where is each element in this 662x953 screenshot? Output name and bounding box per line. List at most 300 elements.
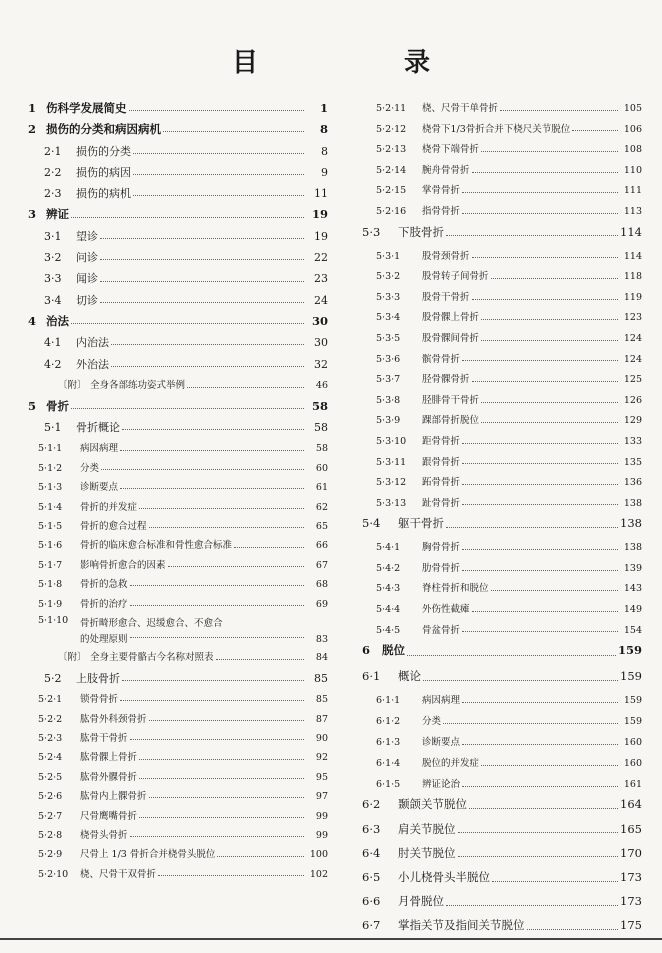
dot-leader bbox=[111, 344, 304, 345]
dot-leader bbox=[120, 700, 304, 701]
dot-leader bbox=[130, 836, 304, 837]
toc-label: 腕舟骨骨折 bbox=[422, 164, 470, 176]
toc-entry[interactable] bbox=[362, 224, 642, 248]
dot-leader bbox=[472, 172, 618, 173]
dot-leader bbox=[462, 360, 618, 361]
toc-label: 掌指关节及指间关节脱位 bbox=[398, 918, 525, 933]
toc-label: 问诊 bbox=[76, 251, 98, 265]
toc-entry[interactable] bbox=[362, 182, 642, 203]
toc-number: 5·2·1 bbox=[38, 694, 63, 706]
toc-page-number: 8 bbox=[319, 122, 328, 137]
toc-entry[interactable] bbox=[362, 692, 642, 713]
dot-leader bbox=[149, 797, 304, 798]
dot-leader bbox=[462, 702, 618, 703]
toc-entry[interactable] bbox=[362, 560, 642, 581]
dot-leader bbox=[481, 765, 618, 766]
toc-label: 桡、尺骨干双骨折 bbox=[80, 868, 157, 880]
toc-entry[interactable] bbox=[362, 351, 642, 372]
toc-entry[interactable] bbox=[362, 454, 642, 475]
toc-entry[interactable] bbox=[28, 730, 328, 749]
toc-number: 5·4·2 bbox=[376, 562, 401, 574]
toc-page-number: 83 bbox=[315, 633, 328, 645]
toc-entry[interactable] bbox=[28, 164, 328, 185]
toc-label: 桡、尺骨干单骨折 bbox=[422, 103, 499, 114]
toc-number: 4·1 bbox=[44, 336, 62, 350]
dot-leader bbox=[481, 402, 618, 403]
toc-number: 5·4·5 bbox=[376, 624, 401, 636]
dot-leader bbox=[122, 680, 304, 681]
dot-leader bbox=[139, 759, 304, 760]
toc-page-number: 23 bbox=[314, 272, 328, 286]
toc-label: 骨折 bbox=[46, 398, 69, 413]
toc-label: 踝部骨折脱位 bbox=[422, 415, 480, 427]
toc-label: 距骨骨折 bbox=[422, 435, 461, 447]
toc-label: 伤科学发展简史 bbox=[46, 101, 127, 115]
toc-page-number: 160 bbox=[623, 737, 642, 749]
toc-number: 1 bbox=[28, 101, 37, 115]
toc-entry[interactable] bbox=[28, 228, 328, 249]
toc-label: 小儿桡骨头半脱位 bbox=[398, 869, 490, 884]
toc-label: 切诊 bbox=[76, 293, 98, 307]
toc-label: 胸骨骨折 bbox=[422, 542, 461, 554]
toc-number: 5·1·5 bbox=[38, 521, 63, 533]
toc-page-number: 114 bbox=[620, 224, 642, 239]
dot-leader bbox=[462, 463, 618, 464]
dot-leader bbox=[462, 213, 618, 214]
toc-label: 外伤性截瘫 bbox=[422, 604, 470, 616]
toc-entry[interactable] bbox=[28, 292, 328, 313]
toc-entry[interactable] bbox=[362, 713, 642, 734]
toc-number: 5·1·9 bbox=[38, 598, 63, 610]
toc-page-number: 46 bbox=[315, 379, 328, 391]
dot-leader bbox=[462, 631, 618, 632]
dot-leader bbox=[492, 881, 618, 882]
dot-leader bbox=[130, 585, 304, 586]
toc-label: 尺骨上 1/3 骨折合并桡骨头脱位 bbox=[80, 849, 216, 861]
toc-entry[interactable] bbox=[362, 515, 642, 539]
toc-page-number: 24 bbox=[314, 293, 328, 307]
toc-label: 胫腓骨干骨折 bbox=[422, 394, 480, 406]
toc-page-number: 67 bbox=[315, 559, 328, 571]
toc-entry[interactable] bbox=[362, 309, 642, 330]
toc-number: 5·2·8 bbox=[38, 830, 63, 841]
toc-label: 下肢骨折 bbox=[398, 224, 444, 239]
toc-label: 锁骨骨折 bbox=[80, 694, 119, 706]
toc-number: 6·5 bbox=[362, 869, 381, 884]
toc-entry[interactable] bbox=[28, 749, 328, 768]
dot-leader bbox=[458, 856, 619, 857]
toc-number: 6 bbox=[362, 643, 371, 658]
toc-page-number: 138 bbox=[623, 542, 642, 554]
toc-number: 5·2·15 bbox=[376, 185, 407, 197]
toc-entry[interactable] bbox=[28, 518, 328, 537]
toc-number: 5·3·9 bbox=[376, 415, 401, 427]
toc-page-number: 61 bbox=[315, 482, 328, 494]
toc-page-number: 85 bbox=[315, 694, 328, 706]
toc-entry[interactable] bbox=[362, 162, 642, 183]
toc-entry[interactable] bbox=[28, 440, 328, 459]
toc-page-number: 164 bbox=[620, 797, 642, 812]
toc-entry[interactable] bbox=[362, 622, 642, 643]
dot-leader bbox=[168, 566, 304, 567]
toc-page-number: 111 bbox=[623, 185, 642, 197]
toc-entry[interactable] bbox=[362, 821, 642, 845]
toc-number: 5·2 bbox=[44, 671, 62, 685]
dot-leader bbox=[71, 217, 304, 218]
toc-entry[interactable] bbox=[28, 711, 328, 730]
toc-entry[interactable] bbox=[362, 371, 642, 392]
toc-number: 5·4·1 bbox=[376, 542, 401, 554]
toc-label: 股骨髁上骨折 bbox=[422, 312, 480, 324]
dot-leader bbox=[129, 110, 305, 111]
toc-entry[interactable] bbox=[28, 143, 328, 164]
toc-page-number: 68 bbox=[315, 579, 328, 591]
dot-leader bbox=[500, 110, 618, 111]
toc-label: 全身主要骨骼古今名称对照表 bbox=[90, 651, 214, 663]
toc-page-number: 159 bbox=[623, 716, 642, 728]
toc-entry[interactable] bbox=[28, 100, 328, 121]
toc-number: 5·3·3 bbox=[376, 291, 401, 303]
toc-number: 5·2·12 bbox=[376, 123, 407, 135]
toc-label: 病因病理 bbox=[422, 695, 461, 707]
toc-page-number: 30 bbox=[314, 336, 328, 350]
toc-entry[interactable] bbox=[362, 330, 642, 351]
toc-entry[interactable] bbox=[28, 479, 328, 498]
dot-leader bbox=[217, 856, 304, 857]
toc-entry[interactable] bbox=[28, 537, 328, 556]
toc-number: 5·1 bbox=[44, 421, 62, 435]
toc-page-number: 58 bbox=[311, 398, 328, 413]
dot-leader bbox=[133, 174, 304, 175]
dot-leader bbox=[472, 257, 618, 258]
toc-number: 5·3·7 bbox=[376, 374, 401, 386]
toc-entry[interactable] bbox=[28, 670, 328, 691]
toc-page-number: 165 bbox=[620, 821, 642, 836]
toc-label: 脊柱骨折和脱位 bbox=[422, 583, 489, 595]
toc-label: 上肢骨折 bbox=[76, 671, 120, 685]
dot-leader bbox=[472, 381, 618, 382]
dot-leader bbox=[462, 192, 618, 193]
toc-entry[interactable] bbox=[28, 419, 328, 440]
toc-entry[interactable] bbox=[362, 668, 642, 692]
toc-entry[interactable] bbox=[362, 580, 642, 601]
toc-page-number: 22 bbox=[314, 251, 328, 265]
toc-left-column bbox=[28, 100, 328, 885]
toc-entry[interactable] bbox=[28, 846, 328, 865]
toc-entry[interactable] bbox=[362, 495, 642, 516]
toc-entry[interactable] bbox=[28, 596, 328, 615]
toc-page-number: 1 bbox=[319, 101, 328, 115]
toc-number: 5·1·4 bbox=[38, 501, 63, 513]
dot-leader bbox=[120, 450, 304, 451]
toc-entry[interactable] bbox=[28, 356, 328, 377]
dot-leader bbox=[234, 547, 304, 548]
toc-label: 骨折畸形愈合、迟缓愈合、不愈合 bbox=[80, 617, 223, 629]
toc-label: 损伤的病机 bbox=[76, 187, 131, 201]
toc-page-number: 105 bbox=[623, 103, 642, 114]
toc-entry[interactable] bbox=[362, 248, 642, 269]
toc-page-number: 159 bbox=[620, 669, 642, 684]
toc-number: 5·2·16 bbox=[376, 205, 407, 217]
toc-page-number: 8 bbox=[321, 144, 328, 158]
toc-number: 2·2 bbox=[44, 165, 62, 179]
dot-leader bbox=[472, 299, 618, 300]
dot-leader bbox=[407, 655, 616, 656]
toc-label: 治法 bbox=[46, 313, 69, 328]
toc-number: 5·1·3 bbox=[38, 482, 63, 494]
toc-page-number: 65 bbox=[315, 521, 328, 533]
toc-page-number: 161 bbox=[623, 778, 642, 790]
dot-leader bbox=[100, 302, 304, 303]
toc-number: 2·3 bbox=[44, 187, 62, 201]
toc-page-number: 84 bbox=[315, 651, 328, 663]
toc-label: 桡骨下端骨折 bbox=[422, 144, 480, 156]
toc-entry[interactable] bbox=[28, 377, 328, 398]
toc-entry[interactable] bbox=[28, 615, 328, 649]
toc-entry[interactable] bbox=[28, 788, 328, 807]
toc-number: 5·3·6 bbox=[376, 353, 401, 365]
toc-page-number: 60 bbox=[315, 462, 328, 474]
toc-right-column bbox=[362, 100, 642, 942]
toc-entry[interactable] bbox=[362, 776, 642, 797]
toc-label: 骨折的治疗 bbox=[80, 598, 128, 610]
dot-leader bbox=[120, 488, 304, 489]
toc-entry[interactable] bbox=[28, 185, 328, 206]
dot-leader bbox=[139, 817, 304, 818]
toc-label: 肘关节脱位 bbox=[398, 845, 456, 860]
toc-entry[interactable] bbox=[28, 313, 328, 334]
dot-leader bbox=[491, 590, 618, 591]
toc-number: 5·4·4 bbox=[376, 604, 401, 616]
toc-page-number: 118 bbox=[623, 271, 642, 283]
toc-number: 5·3·1 bbox=[376, 250, 401, 262]
dot-leader bbox=[462, 570, 618, 571]
toc-number: 6·6 bbox=[362, 894, 381, 909]
toc-label: 肋骨骨折 bbox=[422, 562, 461, 574]
toc-page-number: 92 bbox=[315, 752, 328, 764]
toc-entry[interactable] bbox=[362, 845, 642, 869]
toc-entry[interactable] bbox=[28, 769, 328, 788]
toc-entry[interactable] bbox=[362, 642, 642, 668]
toc-label: 影响骨折愈合的因素 bbox=[80, 559, 166, 571]
toc-number: 5·1·8 bbox=[38, 579, 63, 591]
toc-entry[interactable] bbox=[362, 869, 642, 893]
toc-label: 病因病理 bbox=[80, 443, 119, 455]
dot-leader bbox=[491, 278, 618, 279]
dot-leader bbox=[462, 484, 618, 485]
toc-page-number: 99 bbox=[315, 810, 328, 822]
toc-page-number: 106 bbox=[623, 123, 642, 135]
dot-leader bbox=[111, 366, 304, 367]
toc-entry[interactable] bbox=[362, 734, 642, 755]
toc-label: 辨证论治 bbox=[422, 778, 461, 790]
toc-label: 骨折的并发症 bbox=[80, 501, 138, 513]
toc-entry[interactable] bbox=[362, 289, 642, 310]
toc-label: 损伤的分类和病因病机 bbox=[46, 122, 161, 137]
dot-leader bbox=[216, 659, 304, 660]
toc-page-number: 32 bbox=[314, 357, 328, 371]
toc-page-number: 19 bbox=[314, 229, 328, 243]
toc-label: 掌骨骨折 bbox=[422, 185, 461, 197]
toc-label: 脱位 bbox=[382, 643, 405, 658]
toc-entry[interactable] bbox=[362, 100, 642, 121]
toc-number: 5·2·10 bbox=[38, 868, 69, 880]
toc-entry[interactable] bbox=[28, 649, 328, 670]
dot-leader bbox=[101, 469, 304, 470]
toc-page-number: 149 bbox=[623, 604, 642, 616]
toc-page-number: 126 bbox=[623, 394, 642, 406]
toc-number: 5·2·14 bbox=[376, 164, 407, 176]
toc-entry[interactable] bbox=[28, 249, 328, 270]
toc-number: 6·1·5 bbox=[376, 778, 401, 790]
toc-label: 肱骨内上髁骨折 bbox=[80, 791, 147, 803]
toc-page-number: 125 bbox=[623, 374, 642, 386]
dot-leader bbox=[100, 259, 304, 260]
toc-number: 5·3·13 bbox=[376, 497, 407, 509]
page-title: 目 录 bbox=[231, 48, 490, 78]
toc-label: 胫骨髁骨折 bbox=[422, 374, 470, 386]
toc-page-number: 58 bbox=[314, 421, 328, 435]
toc-page-number: 100 bbox=[309, 849, 328, 861]
toc-number: 5·3·8 bbox=[376, 394, 401, 406]
toc-number: 5·2·7 bbox=[38, 810, 63, 822]
dot-leader bbox=[71, 323, 304, 324]
toc-entry[interactable] bbox=[362, 474, 642, 495]
dot-leader bbox=[133, 195, 304, 196]
toc-number: 5·4·3 bbox=[376, 583, 401, 595]
toc-page-number: 135 bbox=[623, 456, 642, 468]
toc-entry[interactable] bbox=[28, 557, 328, 576]
toc-entry[interactable] bbox=[28, 121, 328, 142]
toc-number: 4 bbox=[28, 313, 37, 328]
toc-page-number: 85 bbox=[314, 671, 328, 685]
toc-label: 肱骨髁上骨折 bbox=[80, 752, 138, 764]
toc-number: 2·1 bbox=[44, 144, 62, 158]
toc-entry[interactable] bbox=[28, 460, 328, 479]
toc-label: 桡骨头骨折 bbox=[80, 830, 128, 841]
toc-number: 3 bbox=[28, 207, 37, 222]
toc-entry[interactable] bbox=[28, 499, 328, 518]
toc-entry[interactable] bbox=[362, 755, 642, 776]
toc-label: 躯干骨折 bbox=[398, 516, 444, 531]
toc-entry[interactable] bbox=[28, 808, 328, 827]
toc-number: 5·1·1 bbox=[38, 443, 63, 455]
toc-label: 月骨脱位 bbox=[398, 894, 444, 909]
toc-page-number: 119 bbox=[623, 291, 642, 303]
toc-page-number: 62 bbox=[315, 501, 328, 513]
toc-entry[interactable] bbox=[362, 203, 642, 224]
toc-page-number: 159 bbox=[617, 643, 642, 658]
toc-number: 5·1·10 bbox=[38, 614, 69, 626]
toc-page-number: 110 bbox=[623, 164, 642, 176]
toc-entry[interactable] bbox=[28, 270, 328, 291]
toc-label: 望诊 bbox=[76, 229, 98, 243]
toc-entry[interactable] bbox=[28, 334, 328, 355]
toc-page-number: 138 bbox=[620, 516, 642, 531]
toc-number: 5·2·11 bbox=[376, 103, 407, 114]
toc-entry[interactable] bbox=[362, 141, 642, 162]
toc-label: 股骨髁间骨折 bbox=[422, 332, 480, 344]
toc-label: 全身各部练功姿式举例 bbox=[90, 379, 186, 391]
toc-entry[interactable] bbox=[28, 691, 328, 710]
toc-label: 趾骨骨折 bbox=[422, 497, 461, 509]
toc-entry[interactable] bbox=[362, 433, 642, 454]
toc-entry[interactable] bbox=[28, 398, 328, 419]
toc-number: 5·2·3 bbox=[38, 733, 63, 745]
toc-number: 5·2·6 bbox=[38, 791, 63, 803]
toc-page-number: 30 bbox=[311, 313, 328, 328]
toc-entry[interactable] bbox=[362, 601, 642, 622]
toc-entry[interactable] bbox=[362, 121, 642, 142]
toc-page-number: 136 bbox=[623, 477, 642, 489]
dot-leader bbox=[481, 151, 618, 152]
dot-leader bbox=[462, 786, 618, 787]
dot-leader bbox=[481, 319, 618, 320]
dot-leader bbox=[472, 611, 618, 612]
toc-number: 5·1·7 bbox=[38, 559, 63, 571]
dot-leader bbox=[100, 281, 304, 282]
toc-page-number: 138 bbox=[623, 497, 642, 509]
toc-entry[interactable] bbox=[362, 893, 642, 917]
toc-entry[interactable] bbox=[28, 827, 328, 846]
toc-label: 骨折的临床愈合标准和骨性愈合标准 bbox=[80, 540, 233, 552]
toc-number: 5·3·10 bbox=[376, 435, 407, 447]
dot-leader bbox=[572, 130, 618, 131]
toc-number: 6·7 bbox=[362, 918, 381, 933]
toc-number: 5·2·5 bbox=[38, 771, 63, 783]
dot-leader bbox=[481, 422, 618, 423]
toc-number: 5·2·13 bbox=[376, 144, 407, 156]
toc-label: 肱骨外科颈骨折 bbox=[80, 713, 147, 725]
toc-entry[interactable] bbox=[362, 412, 642, 433]
toc-page-number: 113 bbox=[623, 205, 642, 217]
toc-label: 内治法 bbox=[76, 336, 109, 350]
dot-leader bbox=[462, 744, 618, 745]
toc-label: 闻诊 bbox=[76, 272, 98, 286]
toc-number: 6·3 bbox=[362, 821, 381, 836]
toc-number: 5·3·5 bbox=[376, 332, 401, 344]
toc-page-number: 99 bbox=[315, 830, 328, 841]
toc-entry[interactable] bbox=[28, 206, 328, 227]
toc-number: 6·2 bbox=[362, 797, 381, 812]
toc-entry[interactable] bbox=[362, 268, 642, 289]
toc-number: 6·1·1 bbox=[376, 695, 401, 707]
toc-page-number: 160 bbox=[623, 757, 642, 769]
toc-label: 尺骨鹰嘴骨折 bbox=[80, 810, 138, 822]
toc-page-number: 139 bbox=[623, 562, 642, 574]
dot-leader bbox=[130, 739, 304, 740]
toc-page-number: 123 bbox=[623, 312, 642, 324]
dot-leader bbox=[130, 637, 304, 638]
toc-number: 5 bbox=[28, 398, 37, 413]
toc-label: 诊断要点 bbox=[80, 482, 119, 494]
toc-entry[interactable] bbox=[28, 866, 328, 885]
toc-number: 6·1·4 bbox=[376, 757, 401, 769]
toc-entry[interactable] bbox=[362, 796, 642, 820]
toc-entry[interactable] bbox=[362, 539, 642, 560]
toc-entry[interactable] bbox=[28, 576, 328, 595]
toc-label: 脱位的并发症 bbox=[422, 757, 480, 769]
toc-label: 损伤的分类 bbox=[76, 144, 131, 158]
toc-entry[interactable] bbox=[362, 392, 642, 413]
toc-number: 3·3 bbox=[44, 272, 62, 286]
toc-number: 5·2·4 bbox=[38, 752, 63, 764]
toc-label: 骨折的愈合过程 bbox=[80, 521, 147, 533]
dot-leader bbox=[462, 443, 618, 444]
toc-label: 肩关节脱位 bbox=[398, 821, 456, 836]
toc-label: 股骨颈骨折 bbox=[422, 250, 470, 262]
dot-leader bbox=[149, 527, 304, 528]
